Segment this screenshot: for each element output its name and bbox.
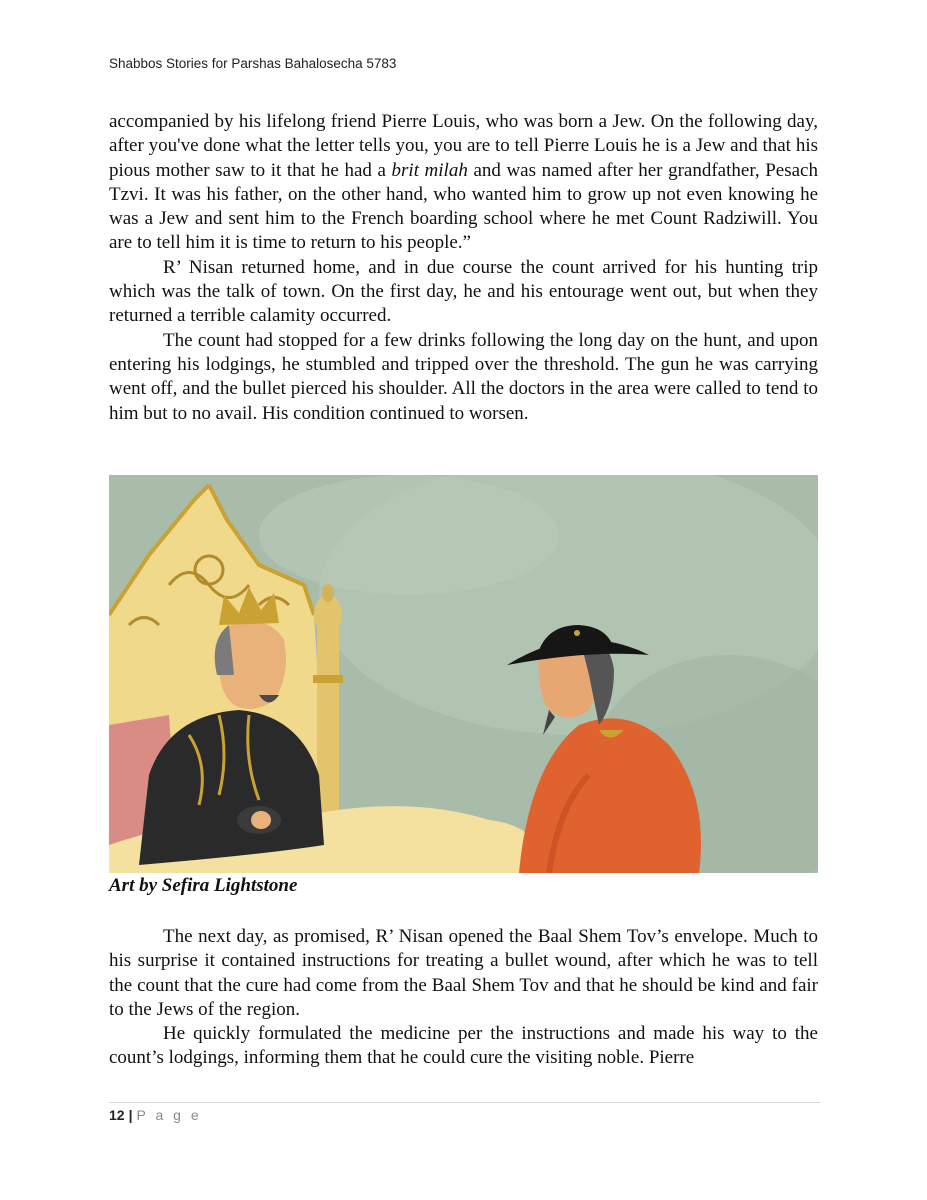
body-text-top xyxy=(109,110,818,426)
brit-milah-italic: brit milah xyxy=(391,159,468,181)
figure-caption: Art by Sefira Lightstone xyxy=(109,875,298,896)
body-text-bottom xyxy=(109,925,818,1071)
footer-separator: | xyxy=(128,1107,133,1123)
paragraph-1-part-b: and was named after her grandfather, Pesach Tzvi. It was his father, on the other hand, who wanted him to grow up not even knowing he was a Jew and sent him to the French boarding school where he met Count Radziwill. You are to tell him it is time to return to his people.” xyxy=(109,159,818,254)
paragraph-3: The count had stopped for a few drinks following the long day on the hunt, and upon entering his lodgings, he stumbled and tripped over the threshold. The gun he was carrying went off, and the bullet pierced his shoulder. All the doctors in the area were called to tend to him but to no avail. His condition continued to worsen. xyxy=(109,329,818,424)
page-number: 12 xyxy=(109,1107,125,1123)
paragraph-4: The next day, as promised, R’ Nisan opened the Baal Shem Tov’s envelope. Much to his surprise it contained instructions for treating a bullet wound, after which he was to tell the count that the cure had come from the Baal Shem Tov and that he should be kind and fair to the Jews of the region. xyxy=(109,926,818,1020)
footer-divider xyxy=(109,1102,820,1103)
page-footer xyxy=(109,1107,202,1123)
illustration xyxy=(109,475,818,873)
paragraph-1 xyxy=(109,110,818,256)
page-label: P a g e xyxy=(136,1107,202,1123)
paragraph-1-part-a: accompanied by his lifelong friend Pierre Louis, who was born a Jew. On the following day, after you've done what the letter tells you, you are to tell Pierre Louis he is a Jew and that his pious mother saw to it that he had a xyxy=(109,111,818,181)
running-header: Shabbos Stories for Parshas Bahalosecha 5783 xyxy=(109,56,397,71)
paragraph-2: R’ Nisan returned home, and in due course the count arrived for his hunting trip which was the talk of town. On the first day, he and his entourage went out, but when they returned a terrible calamity occurred. xyxy=(109,256,818,327)
illustration-artwork xyxy=(109,475,818,873)
paragraph-5: He quickly formulated the medicine per the instructions and made his way to the count’s lodgings, informing them that he could cure the visiting noble. Pierre xyxy=(109,1023,818,1069)
